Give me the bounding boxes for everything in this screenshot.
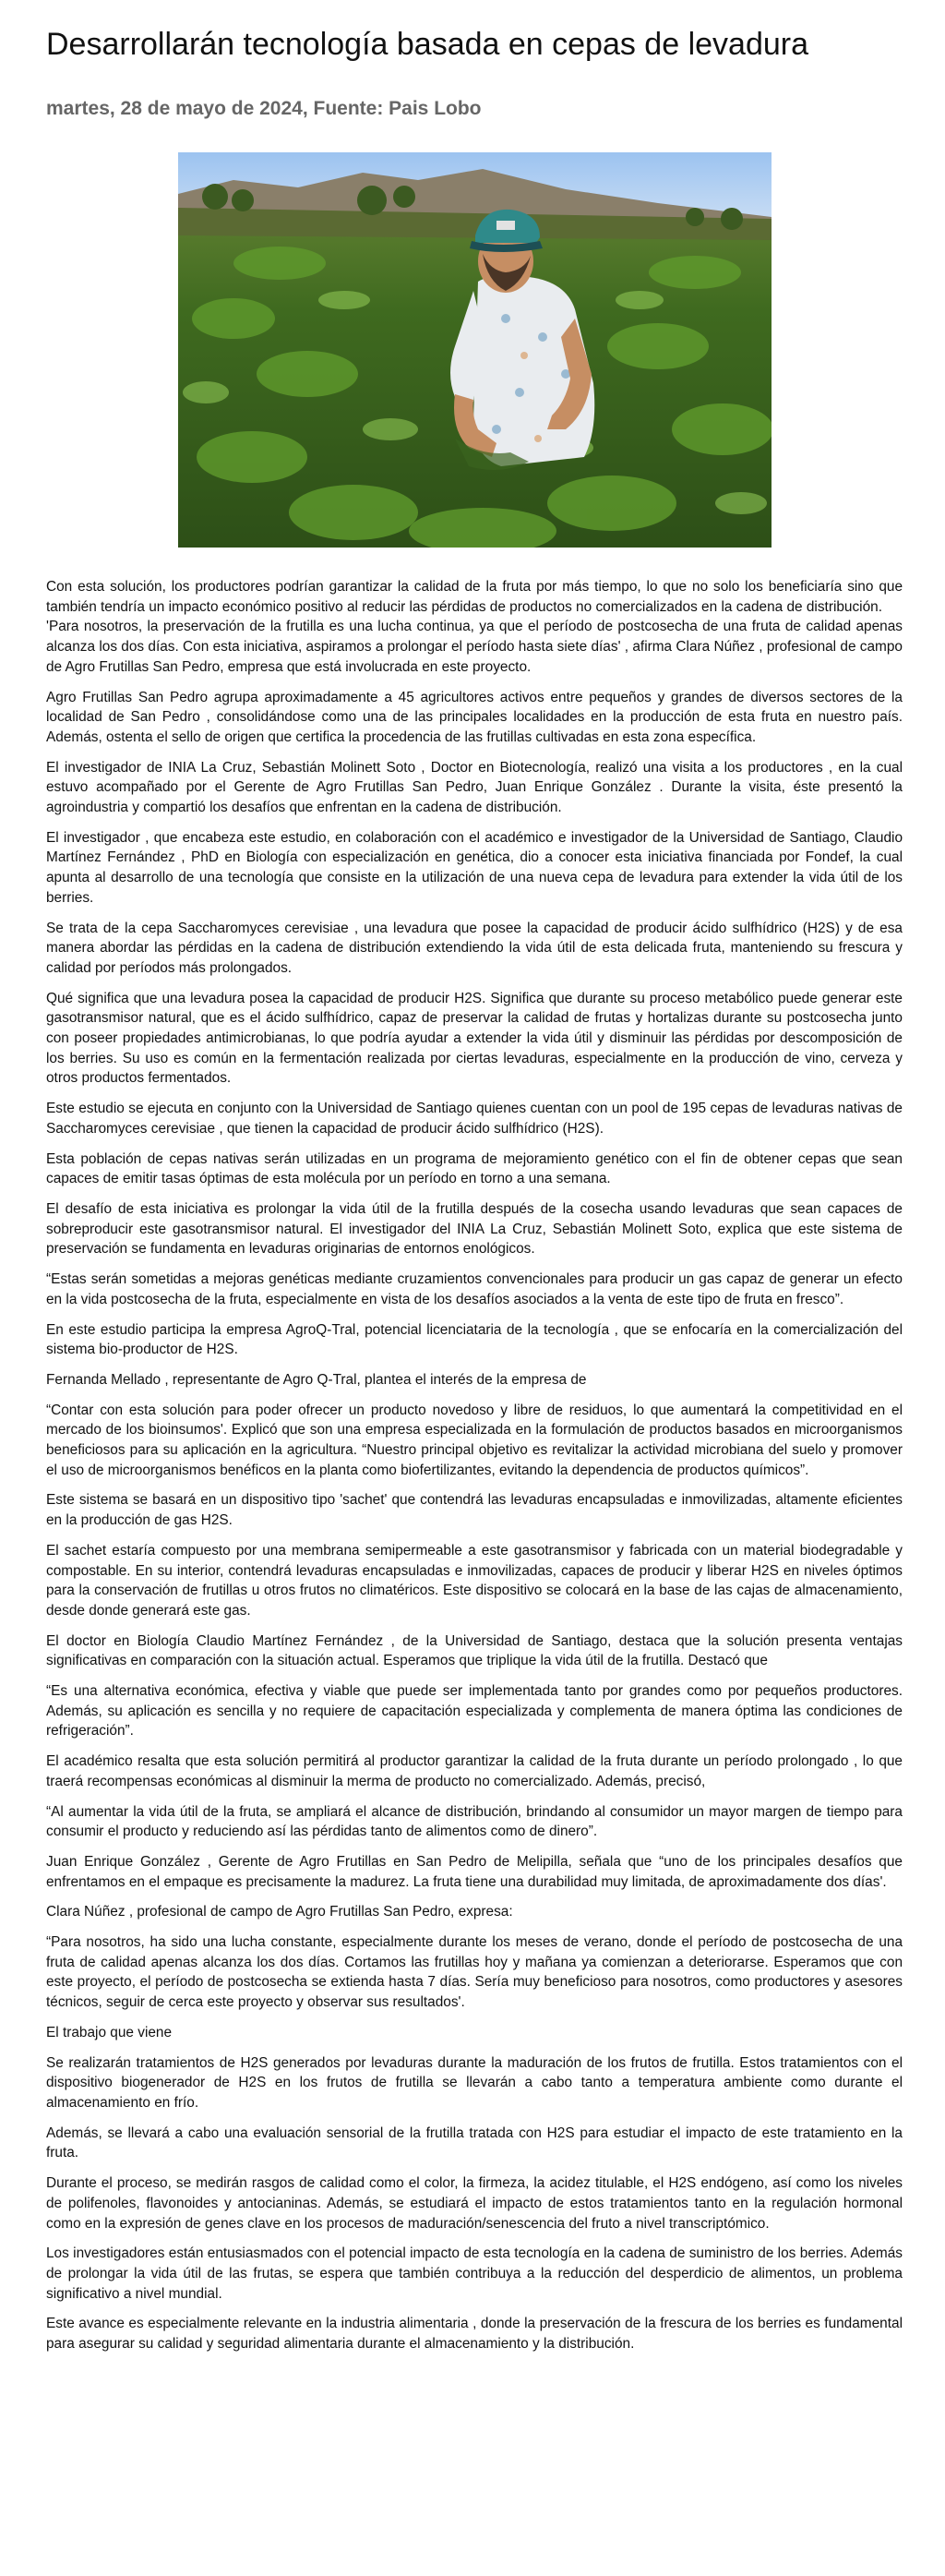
article-body <box>46 577 903 2365</box>
article-paragraph: “Estas serán sometidas a mejoras genéticas mediante cruzamientos convencionales para producir un gas capaz de generar un efecto en la vida postcosecha de la fruta, especialmente en vista de los desafíos asociados a la venta de este tipo de fruta en fresco”. <box>46 1271 903 1307</box>
article-paragraph: “Para nosotros, ha sido una lucha constante, especialmente durante los meses de verano, donde el período de postcosecha de una fruta de calidad apenas alcanza los dos días. Cortamos las frutillas hoy y mañana ya comienzan a deteriorarse. Esperamos que con este proyecto, el período de postcosecha se extienda hasta 7 días. Sería muy beneficioso para nosotros, como productores y asesores técnicos, seguir de cerca este proyecto y observar sus resultados'. <box>46 1934 903 2011</box>
article-paragraph: En este estudio participa la empresa AgroQ-Tral, potencial licenciataria de la tecnología , que se enfocaría en la comercialización del sistema bio-productor de H2S. <box>46 1321 903 1358</box>
article-photo <box>178 152 772 548</box>
article-paragraph: “Es una alternativa económica, efectiva y viable que puede ser implementada tanto por grandes como por pequeños productores. Además, su aplicación es sencilla y no requiere de capacitación especializada y complementa de manera óptima las condiciones de refrigeración”. <box>46 1683 903 1739</box>
article-paragraph: Con esta solución, los productores podrían garantizar la calidad de la fruta por más tiempo, lo que no solo los beneficiaría sino que también tendría un impacto económico positivo al reducir las pérdidas de productos no comercializados en la cadena de distribución. <box>46 579 903 615</box>
article-paragraph: El sachet estaría compuesto por una membrana semipermeable a este gasotransmisor y fabricada con un material biodegradable y compostable. En su interior, contendrá levaduras encapsuladas e inmovilizadas, capaces de producir y liberar H2S en niveles óptimos para la conservación de frutillas u otros frutos no climatéricos. Este dispositivo se colocará en la base de las cajas de almacenamiento, desde donde generará este gas. <box>46 1542 903 1619</box>
article-paragraph: Se trata de la cepa Saccharomyces cerevisiae , una levadura que posee la capacidad de producir ácido sulfhídrico (H2S) y de esa manera abordar las pérdidas en la cadena de distribución extendiendo la vida útil de esta delicada fruta, manteniendo su frescura y calidad por períodos más prolongados. <box>46 920 903 976</box>
article-paragraph: “Contar con esta solución para poder ofrecer un producto novedoso y libre de residuos, lo que aumentará la competitividad en el mercado de los bioinsumos'. Explicó que son una empresa especializada en la formulación de productos basados en microorganismos beneficiosos para su aplicación en la agricultura. “Nuestro principal objetivo es revitalizar la actividad microbiana del suelo y promover el uso de microorganismos benéficos en la planta como biofertilizantes, evitando la dependencia de productos químicos”. <box>46 1402 903 1478</box>
article-paragraph: Este estudio se ejecuta en conjunto con la Universidad de Santiago quienes cuentan con un pool de 195 cepas de levaduras nativas de Saccharomyces cerevisiae , que tienen la capacidad de producir ácido sulfhídrico (H2S). <box>46 1101 903 1137</box>
article-paragraph: Agro Frutillas San Pedro agrupa aproximadamente a 45 agricultores activos entre pequeños y grandes de diversos sectores de la localidad de San Pedro , consolidándose como una de las principales localidades en la producción de esta fruta en nuestro país. Además, ostenta el sello de origen que certifica la procedencia de las frutillas cultivadas en esta zona específica. <box>46 689 903 745</box>
article-paragraph: Fernanda Mellado , representante de Agro Q-Tral, plantea el interés de la empresa de <box>46 1371 587 1388</box>
article-paragraph: Se realizarán tratamientos de H2S generados por levaduras durante la maduración de los frutos de frutilla. Estos tratamientos con el dispositivo biogenerador de H2S en los frutos de frutilla se llevarán a cabo tanto a temperatura ambiente como durante el almacenamiento en frío. <box>46 2054 903 2111</box>
article-paragraph: El investigador de INIA La Cruz, Sebastián Molinett Soto , Doctor en Biotecnología, realizó una visita a los productores , en la cual estuvo acompañado por el Gerente de Agro Frutillas San Pedro, Juan Enrique González . Durante la visita, éste presentó la agroindustria y compartió los desafíos que enfrentan en la cadena de distribución. <box>46 759 903 816</box>
article-paragraph: “Al aumentar la vida útil de la fruta, se ampliará el alcance de distribución, brindando al consumidor un mayor margen de tiempo para consumir el producto y reduciendo así las pérdidas tanto de alimentos como de dinero”. <box>46 1803 903 1840</box>
article-paragraph: Durante el proceso, se medirán rasgos de calidad como el color, la firmeza, la acidez titulable, el H2S endógeno, así como los niveles de polifenoles, flavonoides y antocianinas. Además, se estudiará el impacto de estos tratamientos tanto en la regulación hormonal como en la expresión de genes clave en los procesos de maduración/senescencia del fruto a nivel transcriptómico. <box>46 2175 903 2232</box>
article-paragraph: Esta población de cepas nativas serán utilizadas en un programa de mejoramiento genético con el fin de obtener cepas que sean capaces de emitir tasas óptimas de esta molécula por un período en torno a una semana. <box>46 1150 903 1187</box>
article-paragraph: Qué significa que una levadura posea la capacidad de producir H2S. Significa que durante su proceso metabólico puede generar este gasotransmisor natural, que es el ácido sulfhídrico, capaz de preservar la calidad de frutas y hortalizas durante su postcosecha junto con poseer propiedades antimicrobianas, lo que podría ayudar a extender la vida útil y disminuir las pérdidas por descomposición de los berries. Su uso es común en la fermentación realizada por ciertas levaduras, especialmente en la producción de vino, cerveza y otros productos fermentados. <box>46 990 903 1087</box>
article-paragraph: Juan Enrique González , Gerente de Agro Frutillas en San Pedro de Melipilla, señala que “uno de los principales desafíos que enfrentamos en el empaque es precisamente la madurez. La fruta tiene una durabilidad muy limitada, de aproximadamente dos días'. <box>46 1853 903 1890</box>
article-paragraph: Clara Núñez , profesional de campo de Agro Frutillas San Pedro, expresa: <box>46 1904 513 1920</box>
article-paragraph: El desafío de esta iniciativa es prolongar la vida útil de la frutilla después de la cosecha usando levaduras que sean capaces de sobreproducir este gasotransmisor natural. El investigador del INIA La Cruz, Sebastián Molinett Soto, explica que este sistema de preservación se fundamenta en levaduras originarias de entornos enológicos. <box>46 1200 903 1258</box>
article-paragraph: El investigador , que encabeza este estudio, en colaboración con el académico e investigador de la Universidad de Santiago, Claudio Martínez Fernández , PhD en Biología con especialización en genética, dio a conocer esta iniciativa financiada por Fondef, la cual apunta al desarrollo de una tecnología que consiste en la utilización de una nueva cepa de levadura para extender la vida útil de los berries. <box>46 829 903 906</box>
article-paragraph: Los investigadores están entusiasmados con el potencial impacto de esta tecnología en la cadena de suministro de los berries. Además de prolongar la vida útil de las frutas, se espera que también contribuya a la reducción del desperdicio de alimentos, un problema significativo a nivel mundial. <box>46 2245 903 2302</box>
article-paragraph: Este sistema se basará en un dispositivo tipo 'sachet' que contendrá las levaduras encapsuladas e inmovilizadas, altamente eficientes en la producción de gas H2S. <box>46 1492 903 1529</box>
article-paragraph: El académico resalta que esta solución permitirá al productor garantizar la calidad de la fruta durante un período prolongado , lo que traerá recompensas económicas al disminuir la merma de producto no comercializado. Además, precisó, <box>46 1753 903 1789</box>
article-paragraph: El doctor en Biología Claudio Martínez Fernández , de la Universidad de Santiago, destaca que la solución presenta ventajas significativas en comparación con la situación actual. Esperamos que triplique la vida útil de la frutilla. Destacó que <box>46 1632 903 1669</box>
article-title: Desarrollarán tecnología basada en cepas de levadura <box>46 27 808 62</box>
article-paragraph: 'Para nosotros, la preservación de la frutilla es una lucha continua, ya que el período de postcosecha de una fruta de calidad apenas alcanza los dos días. Con esta iniciativa, aspiramos a prolongar el período hasta siete días' , afirma Clara Núñez , profesional de campo de Agro Frutillas San Pedro, empresa que está involucrada en este proyecto. <box>46 619 903 675</box>
article-meta: martes, 28 de mayo de 2024, Fuente: Pais Lobo <box>46 98 482 119</box>
article-paragraph: Además, se llevará a cabo una evaluación sensorial de la frutilla tratada con H2S para estudiar el impacto de este tratamiento en la fruta. <box>46 2125 903 2161</box>
article-paragraph: Este avance es especialmente relevante en la industria alimentaria , donde la preservación de la frescura de los berries es fundamental para asegurar su calidad y seguridad alimentaria durante el almacenamiento y la distribución. <box>46 2316 903 2353</box>
section-heading: El trabajo que viene <box>46 2024 173 2040</box>
